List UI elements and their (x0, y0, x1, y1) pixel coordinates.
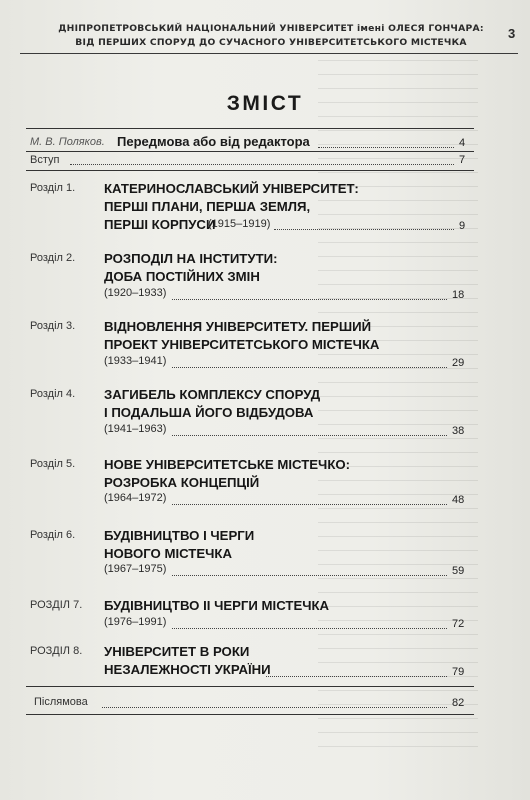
chapter-7-title-line1: БУДІВНИЦТВО ІІ ЧЕРГИ МІСТЕЧКА (104, 598, 330, 613)
chapter-8-label: РОЗДІЛ 8. (30, 645, 83, 657)
preface-title: Передмова або від редактора (117, 134, 310, 149)
chapter-1-title-line1: КАТЕРИНОСЛАВСЬКИЙ УНІВЕРСИТЕТ: (104, 181, 359, 196)
chapter-4-title-line1: ЗАГИБЕЛЬ КОМПЛЕКСУ СПОРУД (104, 387, 321, 402)
chapter-1-title-line2: ПЕРШІ ПЛАНИ, ПЕРША ЗЕМЛЯ, (104, 199, 311, 214)
header-line-2: ВІД ПЕРШИХ СПОРУД ДО СУЧАСНОГО УНІВЕРСИТЕТСЬКОГО МІСТЕЧКА (75, 37, 467, 48)
chapter-1-label: Розділ 1. (30, 182, 76, 194)
chapter-8-page: 79 (452, 666, 465, 678)
chapter-1-page: 9 (459, 220, 466, 232)
chapter-8-leader (266, 676, 447, 677)
chapter-7-label: РОЗДІЛ 7. (30, 599, 83, 611)
chapter-2-title-line1: РОЗПОДІЛ НА ІНСТИТУТИ: (104, 251, 278, 266)
chapter-2-leader (172, 299, 447, 300)
preface-page: 4 (459, 137, 466, 149)
running-header (36, 22, 506, 50)
chapter-2-title-line2: ДОБА ПОСТІЙНИХ ЗМІН (104, 269, 260, 284)
chapter-5-title-line1: НОВЕ УНІВЕРСИТЕТСЬКЕ МІСТЕЧКО: (104, 457, 351, 472)
chapter-4-page: 38 (452, 425, 465, 437)
intro-title: Вступ (30, 154, 60, 166)
intro-rule (26, 170, 474, 171)
afterword-page: 82 (452, 697, 465, 709)
chapter-3-title-line2: ПРОЕКТ УНІВЕРСИТЕТСЬКОГО МІСТЕЧКА (104, 337, 380, 352)
chapter-6-page: 59 (452, 565, 465, 577)
preface-leader (318, 147, 454, 148)
chapter-2-years: (1920–1933) (104, 287, 167, 299)
chapter-7-leader (172, 628, 447, 629)
preface-author: М. В. Поляков. (30, 136, 105, 148)
chapter-3-title-line1: ВІДНОВЛЕННЯ УНІВЕРСИТЕТУ. ПЕРШИЙ (104, 319, 372, 334)
intro-page: 7 (459, 154, 466, 166)
chapter-3-leader (172, 367, 447, 368)
preface-rule (26, 151, 474, 152)
chapter-5-years: (1964–1972) (104, 492, 167, 504)
chapter-6-title-line2: НОВОГО МІСТЕЧКА (104, 546, 232, 561)
chapter-1-years: (1915–1919) (208, 218, 271, 230)
chapter-6-label: Розділ 6. (30, 529, 76, 541)
toc-title: ЗМІСТ (226, 92, 304, 115)
page-number: 3 (508, 26, 516, 41)
chapter-4-years: (1941–1963) (104, 423, 167, 435)
chapter-5-page: 48 (452, 494, 465, 506)
chapter-4-leader (172, 435, 447, 436)
chapter-2-label: Розділ 2. (30, 252, 76, 264)
chapter-8-title-line1: УНІВЕРСИТЕТ В РОКИ (104, 644, 250, 659)
chapter-4-label: Розділ 4. (30, 388, 76, 400)
chapter-7-page: 72 (452, 618, 465, 630)
toc-bottom-rule (26, 714, 474, 715)
chapter-6-title-line1: БУДІВНИЦТВО І ЧЕРГИ (104, 528, 255, 543)
chapter-3-page: 29 (452, 357, 465, 369)
chapter-1-title-line3: ПЕРШІ КОРПУСИ (104, 217, 216, 232)
toc-top-rule (26, 128, 474, 129)
afterword-leader (102, 707, 447, 708)
chapter-3-years: (1933–1941) (104, 355, 167, 367)
chapter-7-years: (1976–1991) (104, 616, 167, 628)
header-rule (20, 53, 518, 54)
chapter-8-rule (26, 686, 474, 687)
intro-leader (70, 164, 454, 165)
chapter-6-years: (1967–1975) (104, 563, 167, 575)
chapter-5-label: Розділ 5. (30, 458, 76, 470)
chapter-1-leader (274, 229, 454, 230)
chapter-5-title-line2: РОЗРОБКА КОНЦЕПЦІЙ (104, 475, 260, 490)
chapter-3-label: Розділ 3. (30, 320, 76, 332)
chapter-4-title-line2: І ПОДАЛЬША ЙОГО ВІДБУДОВА (104, 405, 314, 420)
chapter-5-leader (172, 504, 447, 505)
chapter-2-page: 18 (452, 289, 465, 301)
afterword-title: Післямова (34, 696, 88, 708)
show-through-texture (318, 60, 478, 760)
chapter-6-leader (172, 575, 447, 576)
header-line-1: ДНІПРОПЕТРОВСЬКИЙ НАЦІОНАЛЬНИЙ УНІВЕРСИТЕТ імені ОЛЕСЯ ГОНЧАРА: (58, 23, 484, 34)
chapter-8-title-line2: НЕЗАЛЕЖНОСТІ УКРАЇНИ (104, 662, 271, 677)
